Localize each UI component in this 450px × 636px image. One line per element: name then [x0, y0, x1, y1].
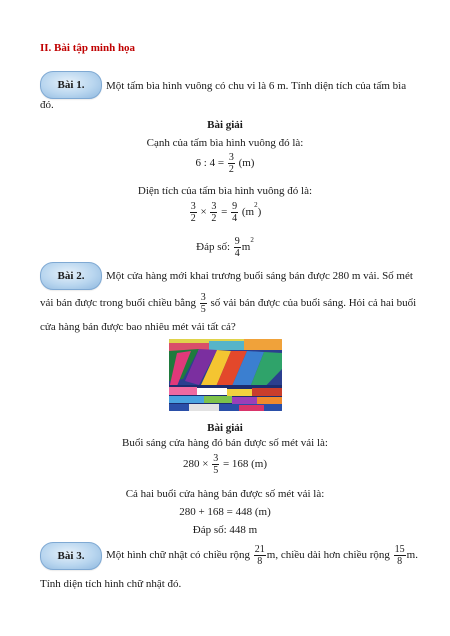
- fabric-rolls-image: [169, 339, 282, 411]
- eq2-fraction-c: $\frac{9}{4}$: [232, 201, 238, 224]
- exercise-1-equation1: [0, 152, 450, 175]
- exercise-2-step2: Cả hai buổi cửa hàng bán được số mét vải là:: [125, 488, 325, 500]
- eq2-fraction-a: $\frac{3}{2}$: [190, 201, 196, 224]
- exercise-2-prompt-line2: vải bán được trong buổi chiều bằng $\frac{3}{5}$ số vải bán được của buổi sáng. Hỏi cả hai buổi: [40, 292, 417, 315]
- difference-fraction: $\frac{15}{8}$: [394, 544, 405, 567]
- exercise-3-prompt-line1: Một hình chữ nhật có chiều rộng $\frac{21}{8}$ m, chiều dài hơn chiều rộng $\frac{15}{8}$ m.: [106, 544, 418, 567]
- exercise-1-prompt-line2: đó.: [40, 99, 54, 111]
- eq1-fraction: $\frac{3}{2}$: [228, 152, 234, 175]
- exercise-2-prompt-line3: cửa hàng bán được bao nhiêu mét vải tất cả?: [40, 321, 236, 333]
- section-title: II. Bài tập minh họa: [40, 42, 136, 54]
- exercise-1-solution-title: Bài giải: [207, 119, 243, 131]
- exercise-3-prompt-line2: Tính diện tích hình chữ nhật đó.: [40, 578, 182, 590]
- exercise-2-equation2: 280 + 168 = 448 (m): [179, 506, 271, 518]
- exercise-1-prompt-line1: Một tấm bìa hình vuông có chu vi là 6 m. Tính diện tích của tấm bìa: [106, 80, 407, 92]
- exercise-1-step2: Diện tích của tấm bìa hình vuông đó là:: [137, 185, 313, 197]
- eq2-times: ×: [200, 206, 207, 219]
- eq1-left: 6 : 4 =: [195, 157, 225, 170]
- exercise-1-step1: Cạnh của tấm bìa hình vuông đó là:: [146, 137, 304, 149]
- prompt-fraction: $\frac{3}{5}$: [200, 292, 206, 315]
- width-fraction: $\frac{21}{8}$: [254, 544, 265, 567]
- exercise-1-badge: Bài 1.: [40, 71, 102, 99]
- exercise-2-badge: Bài 2.: [40, 262, 102, 290]
- eq1-unit: (m): [238, 157, 255, 170]
- exercise-3-badge: Bài 3.: [40, 542, 102, 570]
- exercise-1-equation2: [0, 201, 450, 224]
- eq1-fraction: $\frac{3}{5}$: [213, 453, 219, 476]
- exercise-1-answer: Đáp số: $\frac{9}{4}$ $m^2$: [196, 236, 254, 259]
- eq2-unit: $(m^2)$: [241, 201, 262, 219]
- exercise-2-prompt-line1: Một cửa hàng mới khai trương buổi sáng bán được 280 m vải. Số mét: [106, 270, 413, 282]
- exercise-2-equation1: 280 × $\frac{3}{5}$ = 168 (m): [182, 453, 268, 476]
- exercise-2-step1: Buổi sáng cửa hàng đó bán được số mét vải là:: [122, 437, 328, 449]
- exercise-2-solution-title: Bài giải: [207, 422, 243, 434]
- eq2-equals: =: [221, 206, 228, 219]
- exercise-2-answer: Đáp số: 448 m: [192, 524, 258, 536]
- eq2-fraction-b: $\frac{3}{2}$: [211, 201, 217, 224]
